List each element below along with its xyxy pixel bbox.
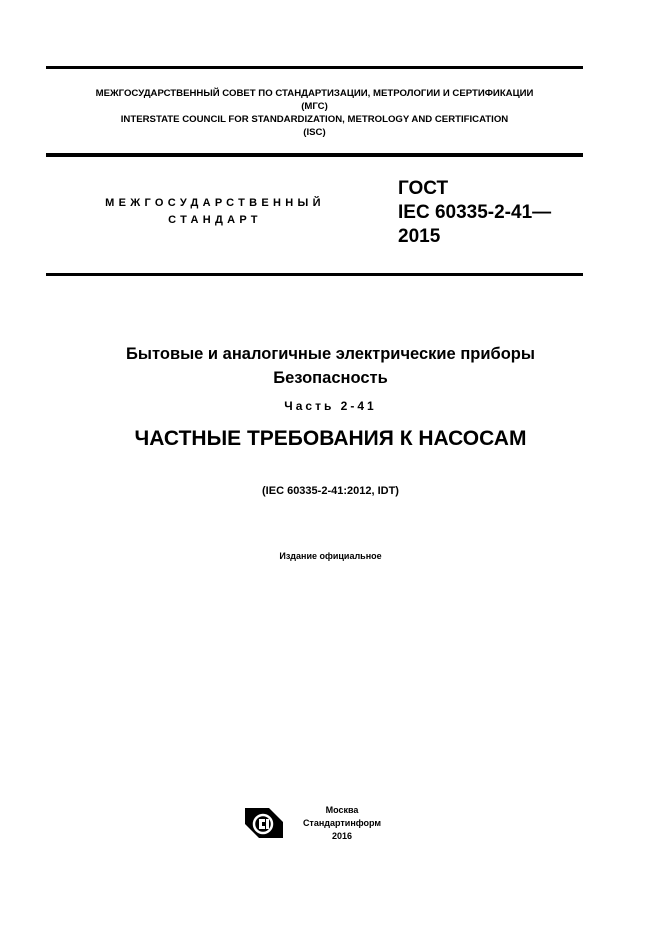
standard-type-line1: МЕЖГОСУДАРСТВЕННЫЙ bbox=[105, 197, 325, 209]
publisher-city: Москва bbox=[325, 805, 359, 815]
edition-label: Издание официальное bbox=[279, 551, 382, 561]
standartinform-logo-icon bbox=[245, 808, 283, 838]
standard-code bbox=[398, 177, 551, 249]
header-divider bbox=[46, 153, 583, 157]
iec-reference: (IEC 60335-2-41:2012, IDT) bbox=[262, 485, 399, 497]
title-line1: Бытовые и аналогичные электрические приборы bbox=[126, 345, 535, 363]
council-en: INTERSTATE COUNCIL FOR STANDARDIZATION, METROLOGY AND CERTIFICATION bbox=[120, 114, 509, 125]
council-ru: МЕЖГОСУДАРСТВЕННЫЙ СОВЕТ ПО СТАНДАРТИЗАЦИИ, МЕТРОЛОГИИ И СЕРТИФИКАЦИИ bbox=[95, 88, 534, 99]
council-block bbox=[46, 87, 583, 139]
council-ru-abbr: (МГС) bbox=[301, 101, 328, 112]
council-en-abbr: (ISC) bbox=[303, 127, 326, 138]
standard-code-line1: ГОСТ bbox=[398, 178, 449, 199]
publisher-block bbox=[292, 804, 392, 843]
publisher-year: 2016 bbox=[331, 831, 353, 841]
standard-code-line2: IEC 60335-2-41— bbox=[398, 202, 552, 223]
publisher-name: Стандартинформ bbox=[302, 818, 382, 828]
standard-type bbox=[60, 195, 370, 229]
part-label: Часть 2-41 bbox=[284, 399, 377, 413]
main-title: ЧАСТНЫЕ ТРЕБОВАНИЯ К НАСОСАМ bbox=[134, 427, 527, 450]
standard-type-line2: СТАНДАРТ bbox=[168, 214, 262, 226]
code-divider bbox=[46, 273, 583, 276]
top-rule bbox=[46, 66, 583, 69]
standard-code-line3: 2015 bbox=[398, 226, 441, 247]
title-line2: Безопасность bbox=[273, 369, 388, 387]
